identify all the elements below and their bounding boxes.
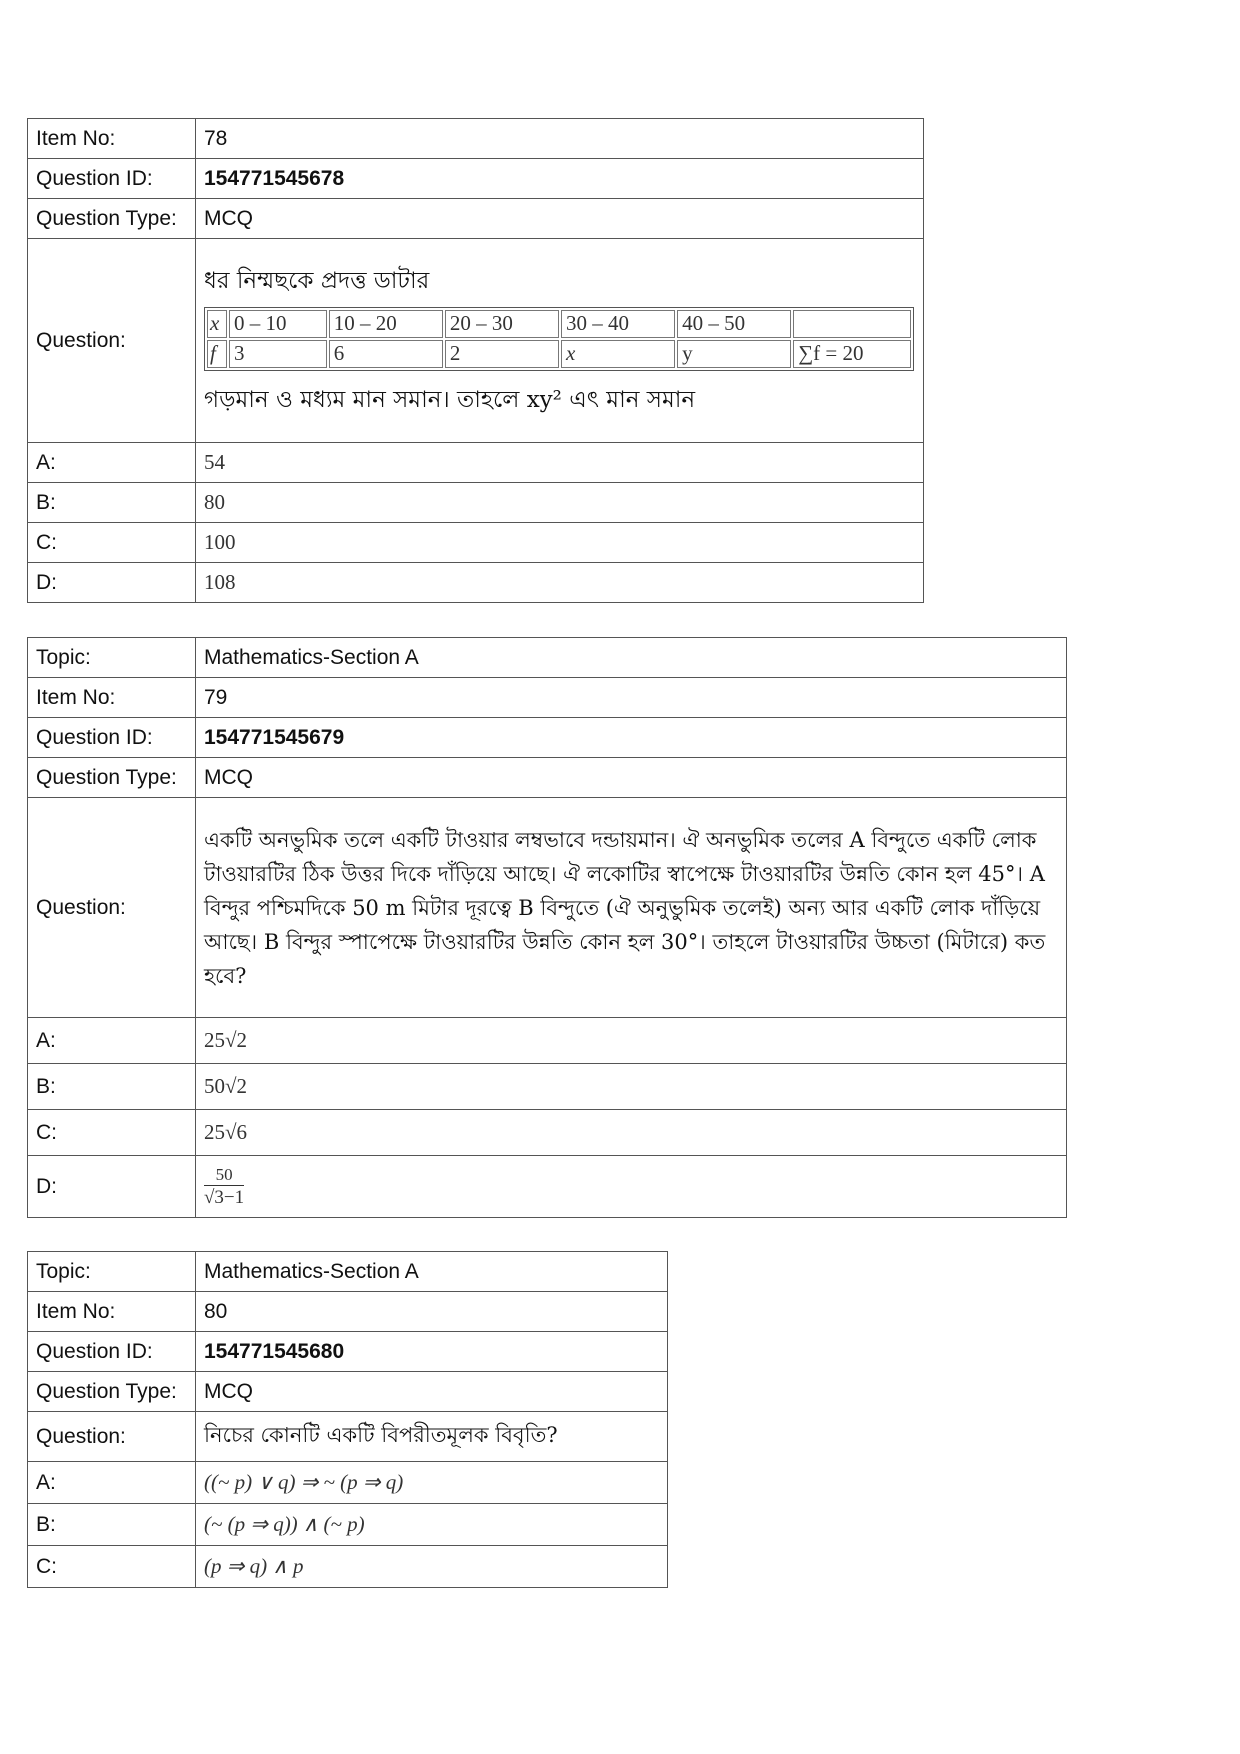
item-no-label: Item No: (28, 1292, 196, 1332)
question-78-table (27, 118, 924, 603)
question-type-row (28, 758, 1067, 798)
option-b-label: B: (28, 1064, 196, 1110)
question-id-label: Question ID: (28, 159, 196, 199)
option-c-row (28, 1546, 668, 1588)
option-b-value: 50√2 (196, 1064, 1067, 1110)
question-type-label: Question Type: (28, 1372, 196, 1412)
frequency-table (204, 307, 914, 371)
question-type-value: MCQ (196, 1372, 668, 1412)
option-c-label: C: (28, 523, 196, 563)
question-id-row (28, 1332, 668, 1372)
option-a-row (28, 1018, 1067, 1064)
item-no-value: 79 (196, 678, 1067, 718)
option-a-value: ((~ p) ∨ q) ⇒ ~ (p ⇒ q) (196, 1462, 668, 1504)
option-c-label: C: (28, 1546, 196, 1588)
option-b-row (28, 1504, 668, 1546)
option-d-value (196, 1156, 1067, 1218)
frequency-table-row-f (207, 340, 911, 368)
option-d-row (28, 563, 924, 603)
question-type-label: Question Type: (28, 758, 196, 798)
topic-label: Topic: (28, 1252, 196, 1292)
item-no-row (28, 119, 924, 159)
frequency-cell: 10 – 20 (329, 310, 443, 338)
item-no-value: 78 (196, 119, 924, 159)
option-c-label: C: (28, 1110, 196, 1156)
topic-value: Mathematics-Section A (196, 1252, 668, 1292)
question-type-value: MCQ (196, 199, 924, 239)
option-b-label: B: (28, 1504, 196, 1546)
frequency-cell: x (561, 340, 675, 368)
item-no-row (28, 1292, 668, 1332)
option-b-row (28, 1064, 1067, 1110)
question-id-label: Question ID: (28, 718, 196, 758)
option-a-label: A: (28, 443, 196, 483)
option-d-value: 108 (196, 563, 924, 603)
question-row (28, 798, 1067, 1018)
frequency-cell: 2 (445, 340, 559, 368)
question-type-row (28, 1372, 668, 1412)
question-id-value: 154771545680 (196, 1332, 668, 1372)
question-intro: ধর নিম্মছকে প্রদত্ত ডাটার (204, 267, 430, 294)
frequency-cell: x (207, 310, 227, 338)
item-no-row (28, 678, 1067, 718)
question-79-table (27, 637, 1067, 1218)
question-label: Question: (28, 1412, 196, 1462)
option-b-row (28, 483, 924, 523)
option-d-label: D: (28, 563, 196, 603)
question-id-row (28, 718, 1067, 758)
option-d-label: D: (28, 1156, 196, 1218)
frequency-cell: y (677, 340, 791, 368)
frequency-cell: 40 – 50 (677, 310, 791, 338)
fraction-numerator: 50 (204, 1166, 244, 1186)
option-c-value: (p ⇒ q) ∧ p (196, 1546, 668, 1588)
frequency-table-row-x (207, 310, 911, 338)
topic-label: Topic: (28, 638, 196, 678)
option-d-fraction (204, 1166, 244, 1207)
option-c-value: 25√6 (196, 1110, 1067, 1156)
frequency-cell: 20 – 30 (445, 310, 559, 338)
option-a-label: A: (28, 1462, 196, 1504)
question-label: Question: (28, 239, 196, 443)
option-b-value: 80 (196, 483, 924, 523)
question-type-row (28, 199, 924, 239)
option-b-label: B: (28, 483, 196, 523)
item-no-value: 80 (196, 1292, 668, 1332)
option-d-row (28, 1156, 1067, 1218)
topic-row (28, 638, 1067, 678)
frequency-cell (793, 310, 911, 338)
item-no-label: Item No: (28, 119, 196, 159)
frequency-cell: 0 – 10 (229, 310, 327, 338)
question-80-table (27, 1251, 668, 1588)
question-type-label: Question Type: (28, 199, 196, 239)
question-row (28, 1412, 668, 1462)
question-body (196, 239, 924, 443)
question-text: নিচের কোনটি একটি বিপরীতমূলক বিবৃতি? (196, 1412, 668, 1462)
item-no-label: Item No: (28, 678, 196, 718)
option-a-value: 54 (196, 443, 924, 483)
question-id-value: 154771545678 (196, 159, 924, 199)
topic-row (28, 1252, 668, 1292)
fraction-denominator: √3−1 (204, 1187, 245, 1208)
question-id-label: Question ID: (28, 1332, 196, 1372)
topic-value: Mathematics-Section A (196, 638, 1067, 678)
question-id-value: 154771545679 (196, 718, 1067, 758)
question-label: Question: (28, 798, 196, 1018)
frequency-cell: f (207, 340, 227, 368)
option-a-value: 25√2 (196, 1018, 1067, 1064)
option-c-row (28, 1110, 1067, 1156)
question-type-value: MCQ (196, 758, 1067, 798)
frequency-cell: 6 (329, 340, 443, 368)
question-text: একটি অনভুমিক তলে একটি টাওয়ার লম্বভাবে দন্ডায়মান। ঐ অনভুমিক তলের A বিন্দুতে একটি লোক টাওয়ারটির ঠিক উত্তর দিকে দাঁড়িয়ে আছে। ঐ লকোটির স্বাপেক্ষে টাওয়ারটির উন্নতি কোন হল 45°। A বিন্দুর পশ্চিমদিকে 50 m মিটার দূরত্বে B বিন্দুতে (ঐ অনুভুমিক তলেই) অন্য আর একটি লোক দাঁড়িয়ে আছে। B বিন্দুর স্পাপেক্ষে টাওয়ারটির উন্নতি কোন হল 30°। তাহলে টাওয়ারটির উচ্চতা (মিটারে) কত হবে? (196, 798, 1067, 1018)
option-a-label: A: (28, 1018, 196, 1064)
option-b-value: (~ (p ⇒ q)) ∧ (~ p) (196, 1504, 668, 1546)
question-outro: গড়মান ও মধ্যম মান সমান। তাহলে xy² এৎ মান সমান (204, 386, 696, 413)
option-c-value: 100 (196, 523, 924, 563)
question-row (28, 239, 924, 443)
option-a-row (28, 443, 924, 483)
frequency-cell: 30 – 40 (561, 310, 675, 338)
question-id-row (28, 159, 924, 199)
frequency-cell: ∑f = 20 (793, 340, 911, 368)
frequency-cell: 3 (229, 340, 327, 368)
option-a-row (28, 1462, 668, 1504)
option-c-row (28, 523, 924, 563)
